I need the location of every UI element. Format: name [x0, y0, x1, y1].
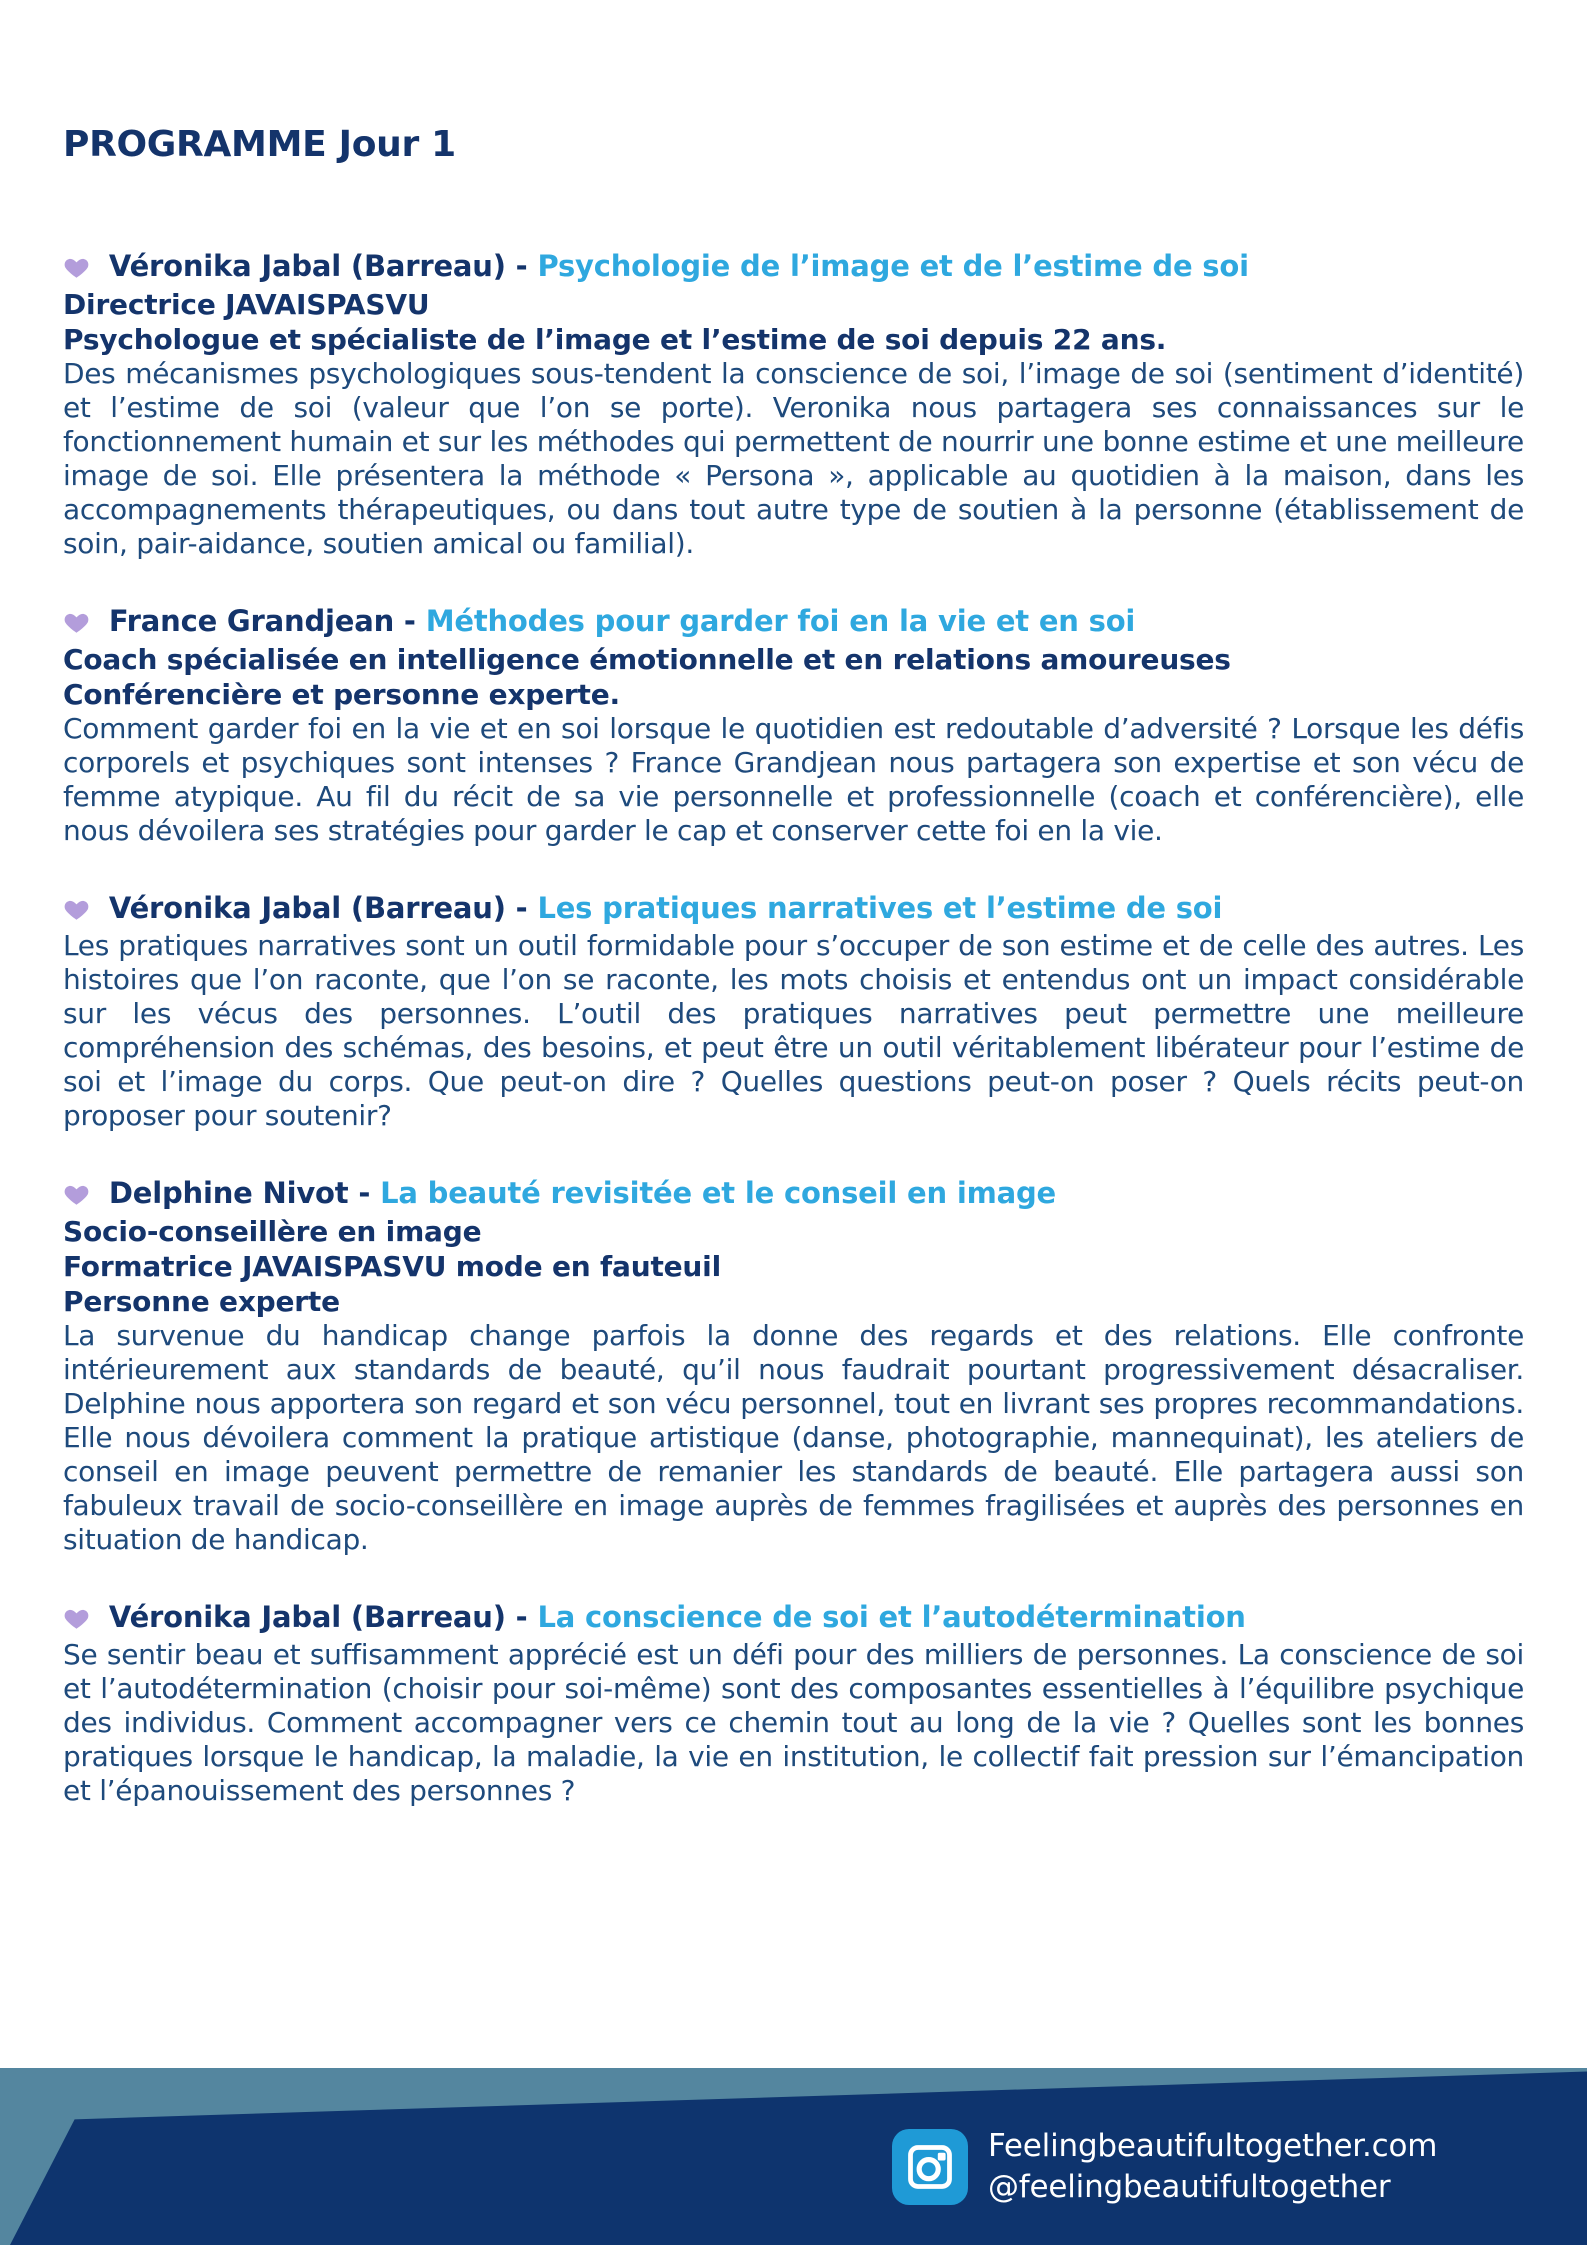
credential-line: Formatrice JAVAISPASVU mode en fauteuil	[63, 1250, 721, 1283]
session-topic: La conscience de soi et l’autodétermination	[537, 1600, 1246, 1634]
heart-icon	[63, 893, 90, 929]
session-block-2	[63, 603, 1524, 848]
session-block-3	[63, 890, 1524, 1133]
speaker-name: Véronika Jabal (Barreau) -	[108, 1600, 528, 1634]
session-heading	[63, 603, 1524, 642]
credential-line: Coach spécialisée en intelligence émotionnelle et en relations amoureuses	[63, 643, 1231, 676]
session-description: Se sentir beau et suffisamment apprécié est un défi pour des milliers de personnes. La conscience de soi et l’autodétermination (choisir pour soi-même) sont des composantes essentielles à l’équilibre psychique des individus. Comment accompagner vers ce chemin tout au long de la vie ? Quelles sont les bonnes pratiques lorsque le handicap, la maladie, la vie en institution, le collectif fait pression sur l’émancipation et l’épanouissement des personnes ?	[63, 1638, 1524, 1807]
session-block-5	[63, 1599, 1524, 1808]
footer-text	[988, 2126, 1437, 2208]
session-heading	[63, 890, 1524, 929]
session-heading	[63, 1599, 1524, 1638]
speaker-name: Véronika Jabal (Barreau) -	[108, 249, 528, 283]
session-description: Des mécanismes psychologiques sous-tendent la conscience de soi, l’image de soi (sentiment d’identité) et l’estime de soi (valeur que l’on se porte). Veronika nous partagera ses connaissances sur le fonctionnement humain et sur les méthodes qui permettent de nourrir une bonne estime et une meilleure image de soi. Elle présentera la méthode « Persona », applicable au quotidien à la maison, dans les accompagnements thérapeutiques, ou dans tout autre type de soutien à la personne (établissement de soin, pair-aidance, soutien amical ou familial).	[63, 357, 1524, 560]
credential-line: Psychologue et spécialiste de l’image et l’estime de soi depuis 22 ans.	[63, 323, 1167, 356]
session-description: Les pratiques narratives sont un outil formidable pour s’occuper de son estime et de celle des autres. Les histoires que l’on raconte, que l’on se raconte, les mots choisis et entendus ont un impact considérable sur les vécus des personnes. L’outil des pratiques narratives peut permettre une meilleure compréhension des schémas, des besoins, et peut être un outil véritablement libérateur pour l’estime de soi et l’image du corps. Que peut-on dire ? Quelles questions peut-on poser ? Quels récits peut-on proposer pour soutenir?	[63, 929, 1524, 1132]
heart-icon	[63, 606, 90, 642]
session-topic: La beauté revisitée et le conseil en image	[380, 1176, 1056, 1210]
heart-icon	[63, 251, 90, 287]
speaker-name: France Grandjean -	[108, 604, 416, 638]
page-title: PROGRAMME Jour 1	[63, 124, 456, 165]
credential-line: Personne experte	[63, 1285, 340, 1318]
session-topic: Les pratiques narratives et l’estime de soi	[537, 891, 1223, 925]
credential-line: Directrice JAVAISPASVU	[63, 288, 430, 321]
session-heading	[63, 248, 1524, 287]
session-description: Comment garder foi en la vie et en soi lorsque le quotidien est redoutable d’adversité ? Lorsque les défis corporels et psychiques sont intenses ? France Grandjean nous partagera son expertise et son vécu de femme atypique. Au fil du récit de sa vie personnelle et professionnelle (coach et conférencière), elle nous dévoilera ses stratégies pour garder le cap et conserver cette foi en la vie.	[63, 712, 1524, 847]
footer-handle: @feelingbeautifultogether	[988, 2169, 1391, 2205]
instagram-icon	[892, 2129, 968, 2205]
page-content	[63, 0, 1524, 1850]
speaker-name: Delphine Nivot -	[108, 1176, 371, 1210]
credential-line: Conférencière et personne experte.	[63, 678, 620, 711]
session-block-4	[63, 1175, 1524, 1557]
footer	[0, 2068, 1587, 2245]
credential-line: Socio-conseillère en image	[63, 1215, 482, 1248]
session-topic: Méthodes pour garder foi en la vie et en soi	[425, 604, 1136, 638]
session-description: La survenue du handicap change parfois la donne des regards et des relations. Elle confronte intérieurement aux standards de beauté, qu’il nous faudrait pourtant progressivement désacraliser. Delphine nous apportera son regard et son vécu personnel, tout en livrant ses propres recommandations. Elle nous dévoilera comment la pratique artistique (danse, photographie, mannequinat), les ateliers de conseil en image peuvent permettre de remanier les standards de beauté. Elle partagera aussi son fabuleux travail de socio-conseillère en image auprès de femmes fragilisées et auprès des personnes en situation de handicap.	[63, 1319, 1524, 1556]
speaker-name: Véronika Jabal (Barreau) -	[108, 891, 528, 925]
heart-icon	[63, 1178, 90, 1214]
session-block-1	[63, 248, 1524, 561]
heart-icon	[63, 1602, 90, 1638]
session-heading	[63, 1175, 1524, 1214]
footer-social-row	[892, 2126, 1437, 2208]
session-topic: Psychologie de l’image et de l’estime de soi	[537, 249, 1249, 283]
footer-website: Feelingbeautifultogether.com	[988, 2128, 1438, 2164]
